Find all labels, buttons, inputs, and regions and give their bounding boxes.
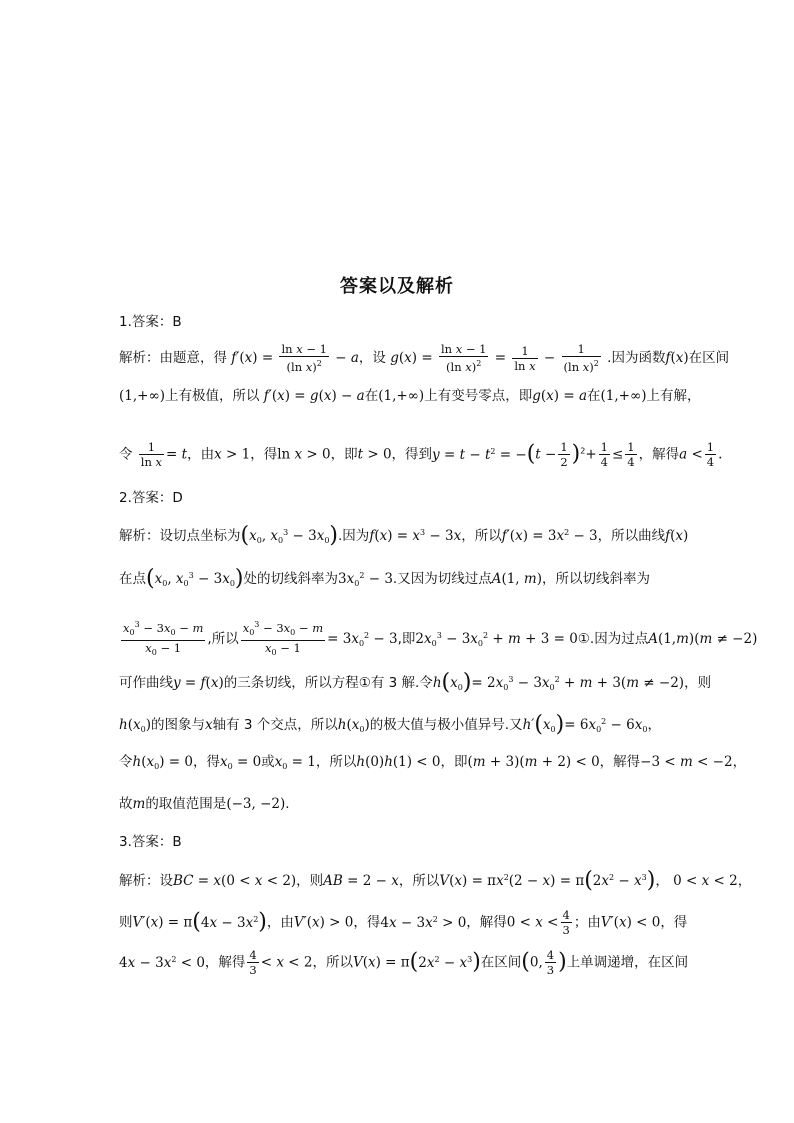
page-title: 答案以及解析: [340, 276, 454, 297]
q2-line-2: 在点($x_0$, $x_0^3 - 3x_0$)处的切线斜率为$3x_0^2 - 3$.又因为切线过点A(1, m)，所以切线斜率为: [119, 566, 650, 591]
q3-line-3: $4x - 3x^2 < 0$，解得 $\frac{4}{3}$ < x < 2，所以$V(x) = \pi(2x^2 - x^3)$在区间(0, $\frac{4}{3}$ )上单调递增，在区间: [119, 948, 689, 977]
q2-line-4: 可作曲线y = f(x)的三条切线，所以方程①有 3 解.令$h(x_0)= 2x_0^3 - 3x_0^2 + m + 3(m \ne -2)$，则: [119, 670, 712, 695]
q3-line-2: 则$V'(x) = \pi(4x - 3x^2)$，由V′(x) > 0，得$4x - 3x^2 > 0$，解得0 < x < $\frac{4}{3}$ ；由V′(x) < 0，得: [119, 908, 688, 937]
q2-line-5: $h(x_0)$的图象与x轴有 3 个交点，所以$h(x_0)$的极大值与极小值异号.又$h'(x_0)= 6x_0^2 - 6x_0$，: [119, 712, 661, 737]
q2-line-6: 令$h(x_0) = 0$，得$x_0 = 0$或$x_0 = 1$，所以h(0)h(1) < 0，即(m + 3)(m + 2) < 0，解得−3 < m < −2，: [119, 754, 747, 771]
q1-line-2: (1,+∞)上有极值，所以 f′(x) = g(x) − a在(1,+∞)上有变号零点，即g(x) = a在(1,+∞)上有解，: [119, 388, 701, 404]
q3-line-1: 解析：设BC = x(0 < x < 2)，则AB = 2 − x，所以$V(x) = \pi x^2(2 - x) = \pi(2x^2 - x^3)$， 0 < x < 2，: [119, 868, 752, 893]
q2-answer: 2.答案：D: [119, 490, 183, 506]
q2-line-1: 解析：设切点坐标为($x_0$, $x_0^3 - 3x_0$).因为$f(x) = x^3 - 3x$，所以$f'(x) = 3x^2 - 3$，所以曲线f(x): [119, 523, 689, 548]
q3-answer: 3.答案：B: [119, 834, 182, 850]
q1-line-3: 令 $\frac{1}{\text{ln x}}$ = t，由x > 1，得ln x > 0，即t > 0，得到$y = t - t^2 = -(t$ − $\frac{1}{2}$ )$^2$+ $\frac{1}{4}$ ≤ $\frac{1}{4}$ ，解得a < $\frac{1}{4}$ .: [119, 440, 723, 469]
q1-answer: 1.答案：B: [119, 314, 182, 330]
q1-line-1: 解析：由题意，得 f′(x) = $\frac{\text{ln x − 1}}{(\ln x)^2}$ − a，设 g(x) = $\frac{\text{ln x − 1}}{(\ln x)^2}$ = $\frac{1}{\text{ln x}}$ − $\frac{1}{(\ln x)^2}$ .因为函数f(x)在区间: [119, 342, 730, 374]
q2-line-7: 故m的取值范围是(−3, −2).: [119, 796, 290, 812]
q2-line-3: $\frac{x_0^3 - 3x_0 - m}{x_0 - 1}$ ,所以 $\frac{x_0^3 - 3x_0 - m}{x_0 - 1}$ = $3x_0^2 - 3$,即$2x_0^3 - 3x_0^2 + m + 3$ = 0①.因为过点A(1,m)(m ≠ −2): [123, 620, 758, 657]
